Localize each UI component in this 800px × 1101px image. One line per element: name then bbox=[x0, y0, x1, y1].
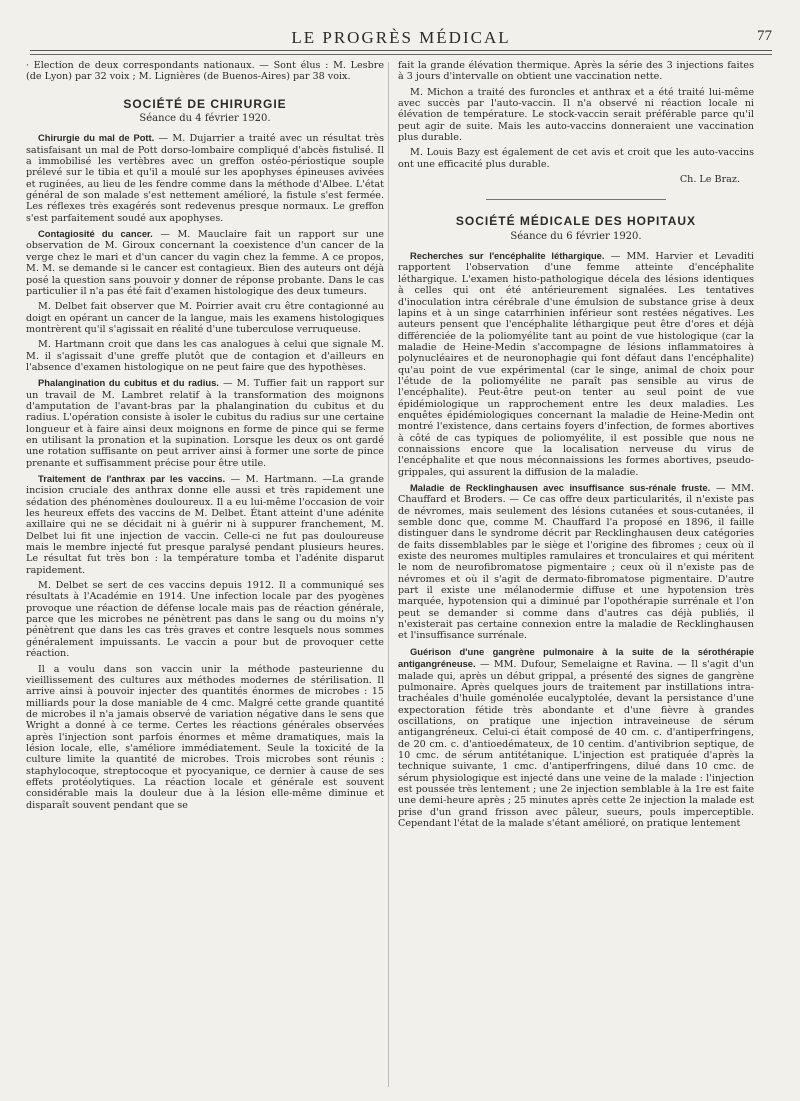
section-title-hopitaux: SOCIÉTÉ MÉDICALE DES HOPITAUX bbox=[455, 214, 697, 229]
paragraph: M. Delbet se sert de ces vaccins depuis 1912. Il a communiqué ses résultats à l'Académie en 1914. Une infection locale par des pyogènes provoque une réaction de défense locale mais pas de réaction générale, parce que les microbes ne pénètrent pas dans le sang ou du moins n'y pénètrent que dans les cas très graves et contre lesquels nous sommes généralement impuissants. Le vaccin a pour but de provoquer cette réaction. bbox=[26, 580, 384, 660]
paragraph bbox=[398, 250, 754, 478]
separator-rule bbox=[486, 199, 666, 200]
section-date: Séance du 6 février 1920. bbox=[510, 230, 642, 242]
column-divider bbox=[388, 62, 389, 1087]
paragraph-heading: Recherches sur l'encéphalite léthargique. bbox=[410, 250, 605, 262]
paragraph bbox=[26, 132, 384, 224]
section-date: Séance du 4 février 1920. bbox=[139, 113, 271, 125]
paragraph: fait la grande élévation thermique. Après la série des 3 injections faites à 3 jours d'intervalle on obtient une vaccination nette. bbox=[398, 60, 754, 83]
intro-paragraph: · Election de deux correspondants nationaux. — Sont élus : M. Lesbre (de Lyon) par 32 voix ; M. Lignières (de Buenos-Aires) par 38 voix. bbox=[26, 60, 384, 83]
header-rule bbox=[30, 50, 772, 51]
paragraph-text: — M. Dujarrier a traité avec un résultat très satisfaisant un mal de Pott dorso-lombaire compliqué d'abcès fistulisé. Il a immobilisé les vertèbres avec un greffon ostéo-périostique souple prélevé sur le tibia et qu'il a moulé sur les apophyses épineuses avivées et ruginées, au lieu de les fendre comme dans la méthode d'Albee. L'état général de son malade s'est nettement amélioré, la fistule s'est fermée. Les réflexes très exagérés sont redevenus presque normaux. Le greffon s'est parfaitement soudé aux apophyses. bbox=[26, 133, 385, 224]
journal-title: LE PROGRÈS MÉDICAL bbox=[291, 28, 511, 47]
paragraph-heading: Maladie de Recklinghausen avec insuffisance sus-rénale fruste. bbox=[410, 482, 711, 493]
paragraph-text: — M. Mauclaire fait un rapport sur une observation de M. Giroux concernant la coexistence d'un cancer de la verge chez le mari et d'un cancer du vagin chez la femme. A ce propos, M. M. se demande si le cancer est contagieux. Bien des auteurs ont déjà posé la question sans pouvoir y donner de réponse probante. Dans le cas particulier il n'a pas été fait d'examen histologique des deux tumeurs. bbox=[26, 229, 384, 297]
paragraph-heading: Phalangination du cubitus et du radius. bbox=[38, 377, 219, 389]
paragraph: M. Louis Bazy est également de cet avis et croit que les auto-vaccins ont une efficacité plus durable. bbox=[398, 147, 754, 170]
paragraph-text: — MM. Dufour, Semelaigne et Ravina. — Il s'agit d'un malade qui, après un début grippal, a présenté des signes de gangrène pulmonaire. Après quelques jours de traitement par instillations intra-trachéales d'huile goménolée eucalyptolée, devant la persistance d'une expectoration fétide très abondante et d'une fièvre à grandes oscillations, on pratique une injection intraveineuse de sérum antigangréneux. Celui-ci était composé de 40 cm. c. d'antiperfringens, de 20 cm. c. d'antioedémateux, de 10 centim. d'antivibrion septique, de 10 cmc. de sérum antitétanique. L'injection est pratiquée d'après la technique suivante, 1 cmc. d'antiperfringens, dilué dans 10 cmc. de sérum physiologique est injecté dans une veine de la malade : l'injection est poussée très lentement ; une 2e injection semblable à la 1re est faite une demi-heure après ; 25 minutes après cette 2e injection la malade est prise d'un grand frisson avec pâleur, sueurs, pouls imperceptible. Cependant l'état de la malade s'étant amélioré, on pratique lentement bbox=[398, 659, 754, 829]
page-header bbox=[30, 22, 772, 52]
paragraph-text: — M. Hartmann. —La grande incision cruciale des anthrax donne elle aussi et très rapidement une sédation des phénomènes douloureux. Il a eu lui-même l'occasion de voir les heureux effets des vaccins de M. Delbet. Étant atteint d'une adénite axillaire qui ne se décidait ni à guérir ni à suppurer franchement, M. Delbet lui fit une injection de vaccin. Celle-ci ne fut pas douloureuse mais le membre injecté fut presque paralysé pendant plusieurs heures. Le résultat fut très bon : la température tomba et l'adénite disparut rapidement. bbox=[26, 474, 384, 576]
right-column bbox=[398, 60, 754, 833]
paragraph bbox=[26, 228, 384, 297]
paragraph: M. Michon a traité des furoncles et anthrax et a été traité lui-même avec succès par l'auto-vaccin. Il n'a observé ni réaction locale ni élévation de température. Le stock-vaccin serait préférable parce qu'il peut agir de suite. Mais les auto-vaccins donneraient une vaccination plus durable. bbox=[398, 86, 754, 144]
paragraph bbox=[398, 482, 754, 642]
paragraph bbox=[26, 377, 384, 469]
paragraph bbox=[26, 473, 384, 576]
header-rule-thin bbox=[30, 54, 772, 55]
section-title-chirurgie: SOCIÉTÉ DE CHIRURGIE bbox=[123, 96, 287, 111]
paragraph bbox=[398, 646, 754, 830]
paragraph-text: — M. Tuffier fait un rapport sur un travail de M. Lambret relatif à la transformation des moignons d'amputation de l'avant-bras par la phalangination du cubitus et du radius. L'opération consiste à isoler le cubitus du radius sur une certaine longueur et à faire ainsi deux moignons en forme de pince qui se ferme en utilisant la pronation et la supination. Lorsque les deux os ont gardé une rotation suffisante on peut arriver ainsi à former une sorte de pince prenante et suffisamment précise pour être utile. bbox=[26, 378, 385, 469]
paragraph-text: — MM. Harvier et Levaditi rapportent l'observation d'une femme atteinte d'encéphalite léthargique. L'examen histo-pathologique décela des lésions identiques à celles qui ont été antérieurement signalées. Les tentatives d'inoculation intra cérébrale d'une émulsion de substance grise à deux lapins et à un singe catarrhinien inférieur sont restées négatives. Les auteurs pensent que l'encéphalite léthargique peut être d'ores et déjà différenciée de la poliomyélite tant au point de vue histologique (car la maladie de Heine-Medin s'accompagne de lésions inflammatoires à polynucléaires et de neuronophagie qui font défaut dans l'encéphalite) qu'au point de vue expérimental (car le singe, animal de choix pour l'étude de la poliomyélite ne paraît pas sensible au virus de l'encéphalite). Peut-être peut-on tenter au seul point de vue épidémiologique un rapprochement entre les deux maladies. Les enquêtes épidémiologiques concernant la maladie de Heine-Medin ont montré l'existence, dans certains foyers d'infection, de formes abortives à côté de cas typiques de poliomyélite, il est possible que nous ne connaissions encore que la localisation nerveuse du virus de l'encéphalite et que nous méconnaissions les formes abortives, pseudo-grippales, qui assurent la diffusion de la maladie. bbox=[398, 251, 754, 478]
left-column bbox=[26, 60, 384, 815]
paragraph-heading: Chirurgie du mal de Pott. bbox=[38, 132, 155, 144]
paragraph-heading: Guérison d'une gangrène pulmonaire à la suite de la sérothérapie antigangréneuse. bbox=[398, 645, 754, 670]
paragraph-text: — MM. Chauffard et Broders. — Ce cas offre deux particularités, il n'existe pas de névromes, mais seulement des lésions cutanées et sous-cutanées, il semble donc que, comme M. Chauffard l'a proposé en 1896, il faille distinguer dans le syndrome décrit par Recklinghausen deux catégories de faits dissemblables par le siège et l'origine des fibromes ; ceux où il existe des neuromes multiples ramulaires et tronculaires et qui méritent le nom de neurofibromatose pigmentaire ; ceux où il n'existe pas de névromes et où il s'agit de dermato-fibromatose pigmentaire. D'autre part il existe une mélanodermie diffuse et une hypotension très marquée, hypotension qui a diminué par l'opothérapie surrénale et l'on peut se demander si comme dans d'autres cas déjà publiés, il n'existerait pas certaine connexion entre la maladie de Recklinghausen et l'insuffisance surrénale. bbox=[398, 483, 755, 642]
paragraph: M. Delbet fait observer que M. Poirrier avait cru être contagionné au doigt en opérant un cancer de la langue, mais les examens histologiques montrèrent qu'il s'agissait en réalité d'une tuberculose verruqueuse. bbox=[26, 301, 384, 335]
paragraph: Il a voulu dans son vaccin unir la méthode pasteurienne du vieillissement des cultures aux méthodes modernes de stérilisation. Il arrive ainsi à pouvoir injecter des quantités énormes de microbes : 15 milliards pour la dose maniable de 4 cmc. Malgré cette grande quantité de microbes il n'a jamais observé de variation négative dans le sens que Wright a donné à ce terme. Certes les réactions générales observées après l'injection sont parfois énormes et même dramatiques, mais la lésion locale, elle, s'améliore immédiatement. Seule la toxicité de la culture limite la quantité de microbes. Trois microbes sont réunis : staphylocoque, streptocoque et pyocyanique, ce dernier à cause de ses effets protéolytiques. La réaction locale et générale est souvent considérable mais la douleur due à la lésion elle-même diminue et disparaît souvent pendant que se bbox=[26, 663, 384, 811]
paragraph: M. Hartmann croit que dans les cas analogues à celui que signale M. M. il s'agissait d'une greffe plutôt que de contagion et d'ailleurs en l'absence d'examen histologique on ne peut faire que des hypothèses. bbox=[26, 339, 384, 373]
signature: Ch. Le Braz. bbox=[679, 174, 740, 186]
paragraph-heading: Contagiosité du cancer. bbox=[38, 228, 153, 240]
page-number: 77 bbox=[757, 28, 772, 44]
paragraph-heading: Traitement de l'anthrax par les vaccins. bbox=[38, 473, 226, 484]
